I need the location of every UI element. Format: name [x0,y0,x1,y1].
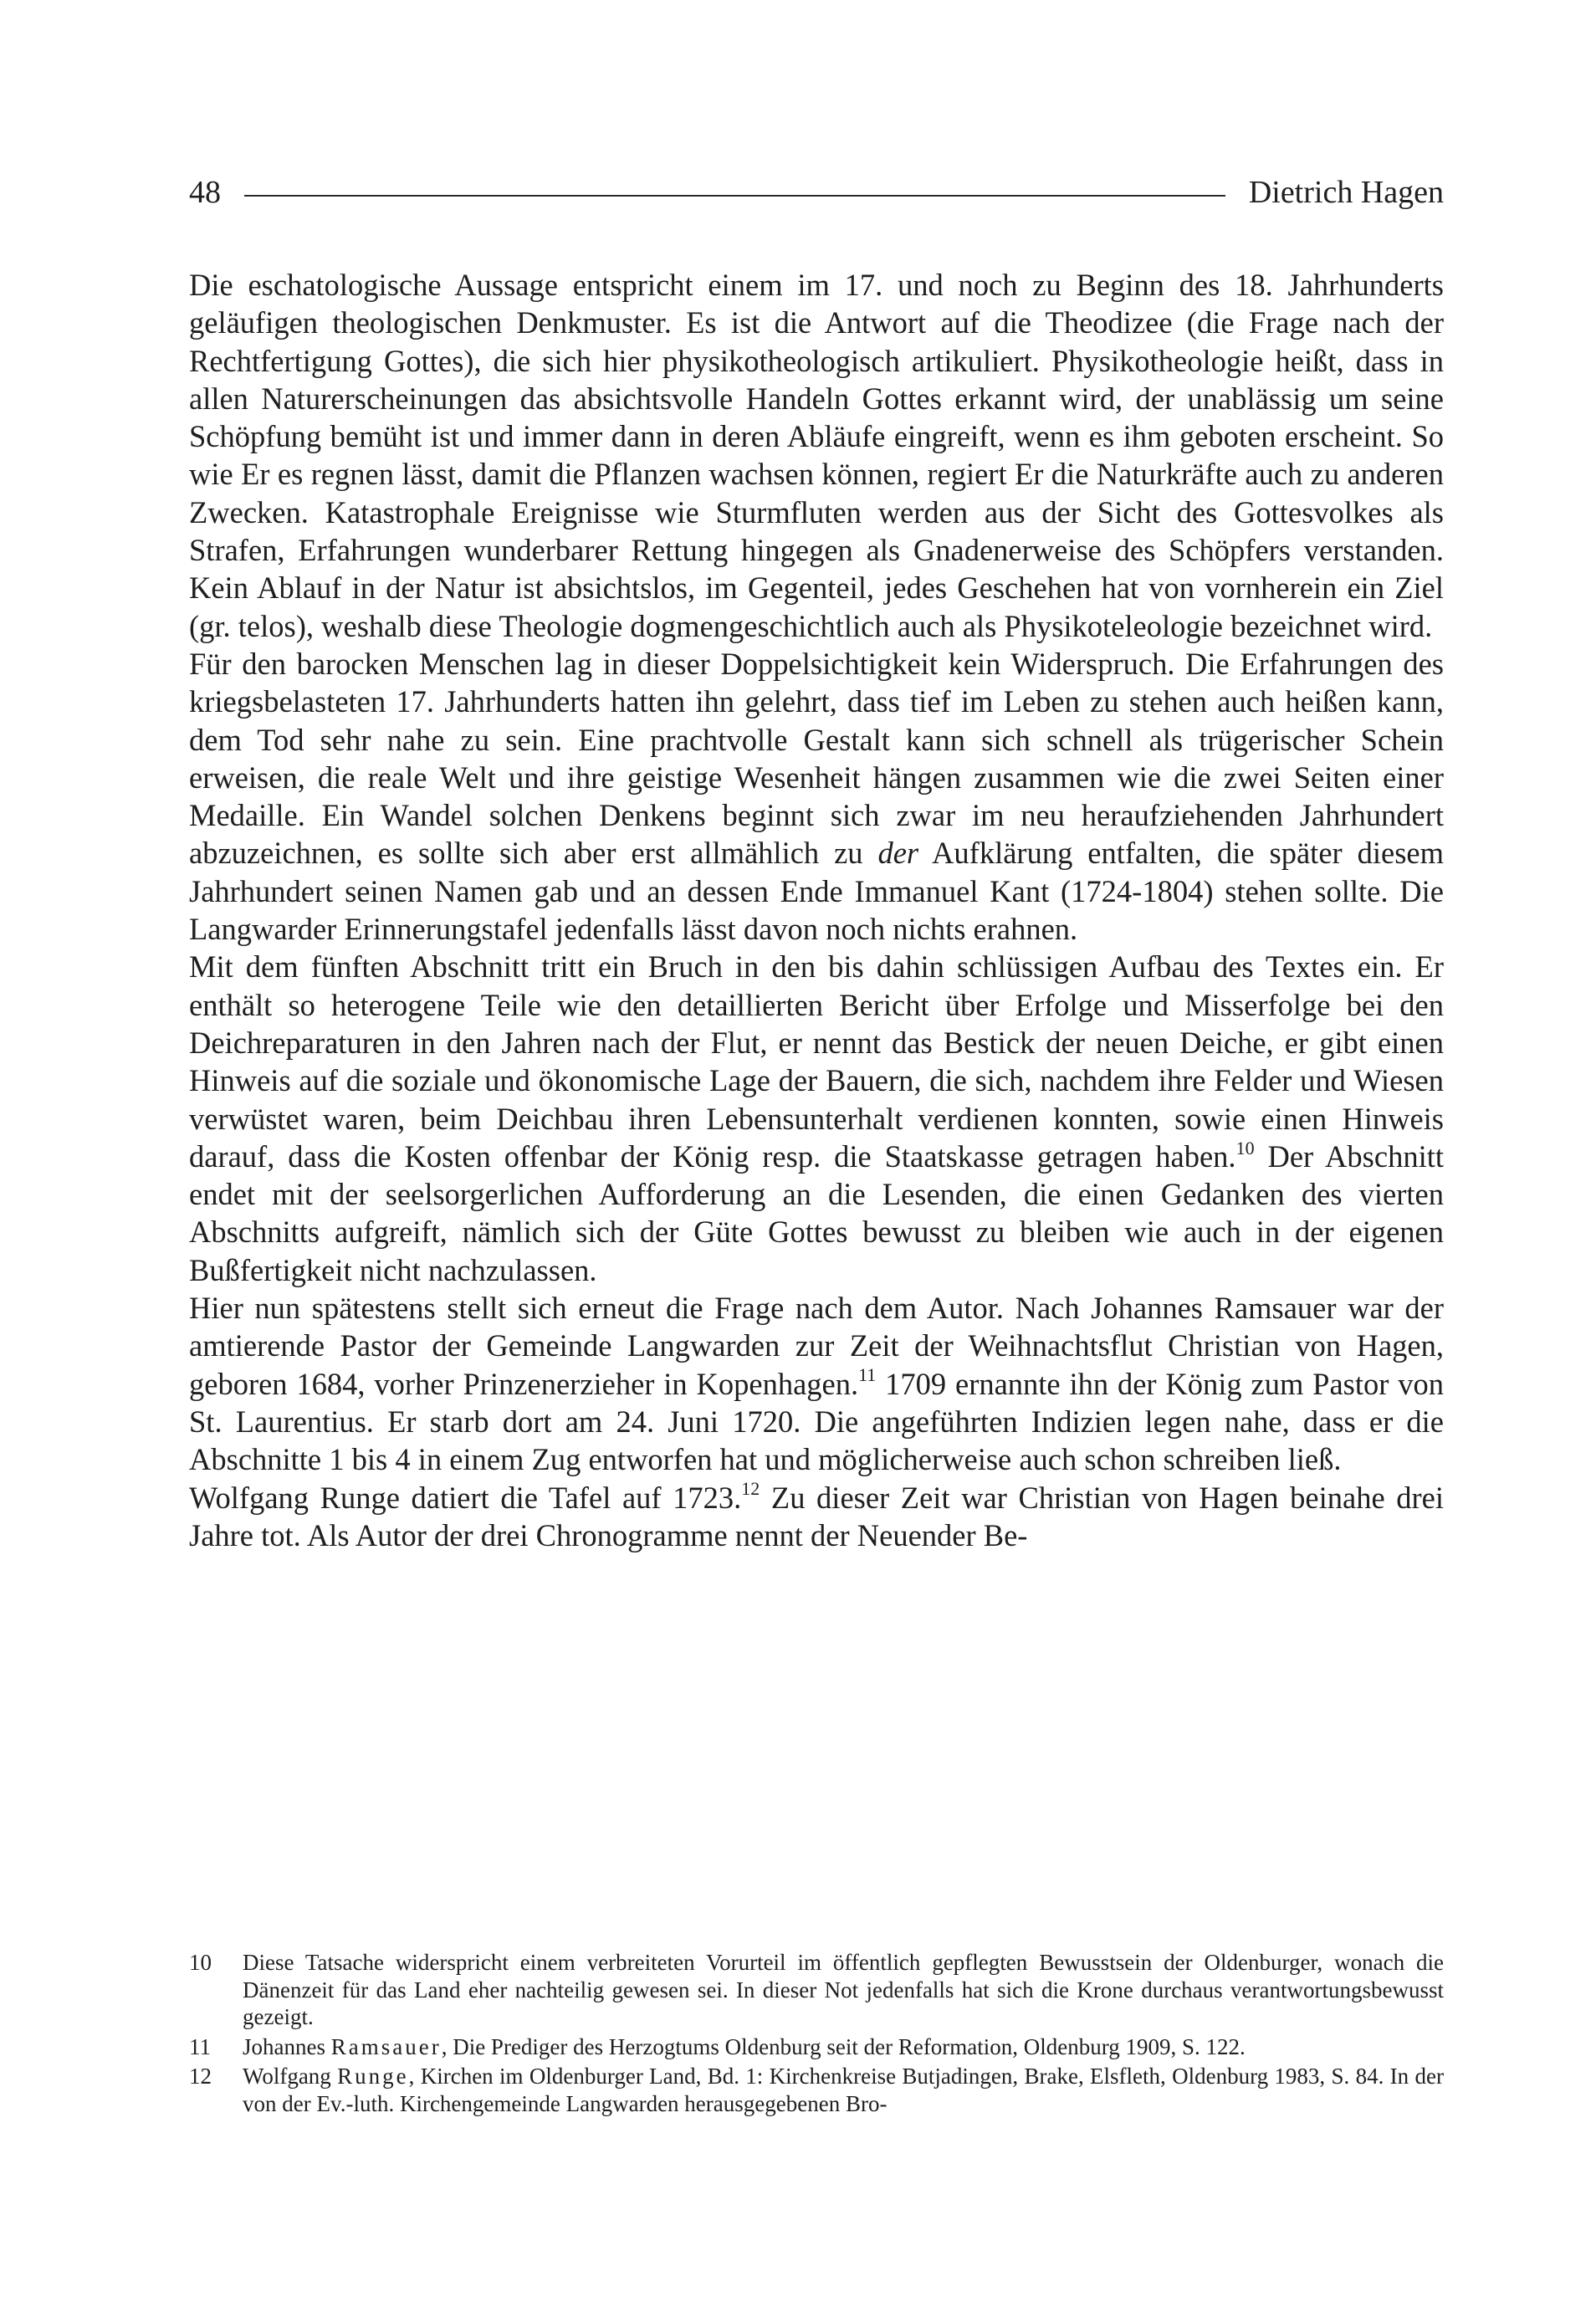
footnote-number: 10 [189,1950,212,1975]
paragraph-4-part-b: 1709 ernannte ihn der König zum Pastor von St. Laurentius. Er starb dort am 24. Juni 1720. Die angeführten Indizien legen nahe, dass er die Abschnitte 1 bis 4 in einem Zug entworfen hat und möglicherweise auch schon schreiben ließ. [189,1366,1445,1477]
paragraph-5-part-a: Wolfgang Runge datiert die Tafel auf 1723. [189,1480,742,1515]
paragraph-3-part-b: Der Abschnitt endet mit der seelsorgerlichen Aufforderung an die Lesenden, die einen Gedanken des vierten Abschnitts aufgreift, nämlich sich der Güte Gottes bewusst zu bleiben wie auch in der eigenen Bußfertigkeit nicht nachzulassen. [189,1138,1444,1287]
footnote-12 [189,2063,1444,2117]
footnote-ref-10[interactable]: 10 [1235,1137,1255,1158]
paragraph-4-part-a: Hier nun spätestens stellt sich erneut die Frage nach dem Autor. Nach Johannes Ramsauer war der amtierende Pastor der Gemeinde Langwarden zur Zeit der Weihnachtsflut Christian von Hagen, geboren 1684, vorher Prinzenerzieher in Kopenhagen. [189,1291,1444,1401]
footnote-number: 11 [189,2033,211,2059]
running-head-author: Dietrich Hagen [1248,175,1444,210]
main-text [189,266,1444,1554]
footnote-text-post: , Die Prediger des Herzogtums Oldenburg seit der Reformation, Oldenburg 1909, S. 122. [441,2033,1246,2059]
paragraph-5 [189,1479,1444,1555]
paragraph-3 [189,948,1444,1289]
paragraph-5-part-b: Zu dieser Zeit war Christian von Hagen beinahe drei Jahre tot. Als Autor der drei Chronogramme nennt der Neuender Be- [189,1480,1445,1552]
header-rule [244,195,1225,197]
footnote-author-name: Runge [337,2064,409,2089]
footnote-text-pre: Wolfgang [243,2064,338,2089]
paragraph-2-part-b: Aufklärung entfalten, die später diesem Jahrhundert seinen Namen gab und an dessen Ende Immanuel Kant (1724-1804) stehen sollte. Die Langwarder Erinnerungstafel jedenfalls lässt davon noch nichts erahnen. [189,836,1444,947]
footnote-text-post: , Kirchen im Oldenburger Land, Bd. 1: Kirchenkreise Butjadingen, Brake, Elsfleth, Oldenburg 1983, S. 84. In der von der Ev.-luth. Kirchengemeinde Langwarden herausgegebenen Bro- [243,2064,1444,2116]
running-header [189,167,1444,217]
footnote-author-name: Ramsauer [330,2033,442,2059]
footnote-11 [189,2033,1444,2061]
footnote-text-pre: Johannes [243,2033,331,2059]
paragraph-4 [189,1289,1444,1478]
paragraph-2 [189,645,1444,948]
footnote-text: Diese Tatsache widerspricht einem verbreiteten Vorurteil im öffentlich gepflegten Bewusstsein der Oldenburger, wonach die Dänenzeit für das Land eher nachteilig gewesen sei. In dieser Not jedenfalls hat sich die Krone durchaus verantwortungsbewusst gezeigt. [243,1950,1444,2029]
footnote-text [243,2063,1444,2117]
paragraph-2-emphasis: der [877,836,919,871]
paragraph-3-part-a: Mit dem fünften Abschnitt tritt ein Bruch in den bis dahin schlüssigen Aufbau des Textes ein. Er enthält so heterogene Teile wie den detaillierten Bericht über Erfolge und Misserfolge bei den Deichreparaturen in den Jahren nach der Flut, er nennt das Bestick der neuen Deiche, er gibt einen Hinweis auf die soziale und ökonomische Lage der Bauern, die sich, nachdem ihre Felder und Wiesen verwüstet waren, beim Deichbau ihren Lebensunterhalt verdienen konnten, sowie einen Hinweis darauf, dass die Kosten offenbar der König resp. die Staatskasse getragen haben. [189,949,1444,1174]
footnote-ref-12[interactable]: 12 [741,1478,760,1500]
footnote-ref-11[interactable]: 11 [858,1364,877,1386]
footnote-10 [189,1949,1444,2031]
paragraph-2-part-a: Für den barocken Menschen lag in dieser Doppelsichtigkeit kein Widerspruch. Die Erfahrungen des kriegsbelasteten 17. Jahrhunderts hatten ihn gelehrt, dass tief im Leben zu stehen auch heißen kann, dem Tod sehr nahe zu sein. Eine prachtvolle Gestalt kann sich schnell als trügerischer Schein erweisen, die reale Welt und ihre geistige Wesenheit hängen zusammen wie die zwei Seiten einer Medaille. Ein Wandel solchen Denkens beginnt sich zwar im neu heraufziehenden Jahrhundert abzuzeichnen, es sollte sich aber erst allmählich zu [189,646,1444,871]
paragraph-1: Die eschatologische Aussage entspricht einem im 17. und noch zu Beginn des 18. Jahrhunderts geläufigen theologischen Denkmuster. Es ist die Antwort auf die Theodizee (die Frage nach der Rechtfertigung Gottes), die sich hier physikotheologisch artikuliert. Physikotheologie heißt, dass in allen Naturerscheinungen das absichtsvolle Handeln Gottes erkannt wird, der unablässig um seine Schöpfung bemüht ist und immer dann in deren Abläufe eingreift, wenn es ihm geboten erscheint. So wie Er es regnen lässt, damit die Pflanzen wachsen können, regiert Er die Naturkräfte auch zu anderen Zwecken. Katastrophale Ereignisse wie Sturmfluten werden aus der Sicht des Gottesvolkes als Strafen, Erfahrungen wunderbarer Rettung hingegen als Gnadenerweise des Schöpfers verstanden. Kein Ablauf in der Natur ist absichtslos, im Gegenteil, jedes Geschehen hat von vornherein ein Ziel (gr. telos), weshalb diese Theologie dogmengeschichtlich auch als Physikoteleologie bezeichnet wird. [189,268,1444,643]
footnote-number: 12 [189,2064,212,2089]
footnotes [189,1949,1444,2120]
footnote-text [243,2033,1444,2061]
page-number: 48 [189,175,221,210]
